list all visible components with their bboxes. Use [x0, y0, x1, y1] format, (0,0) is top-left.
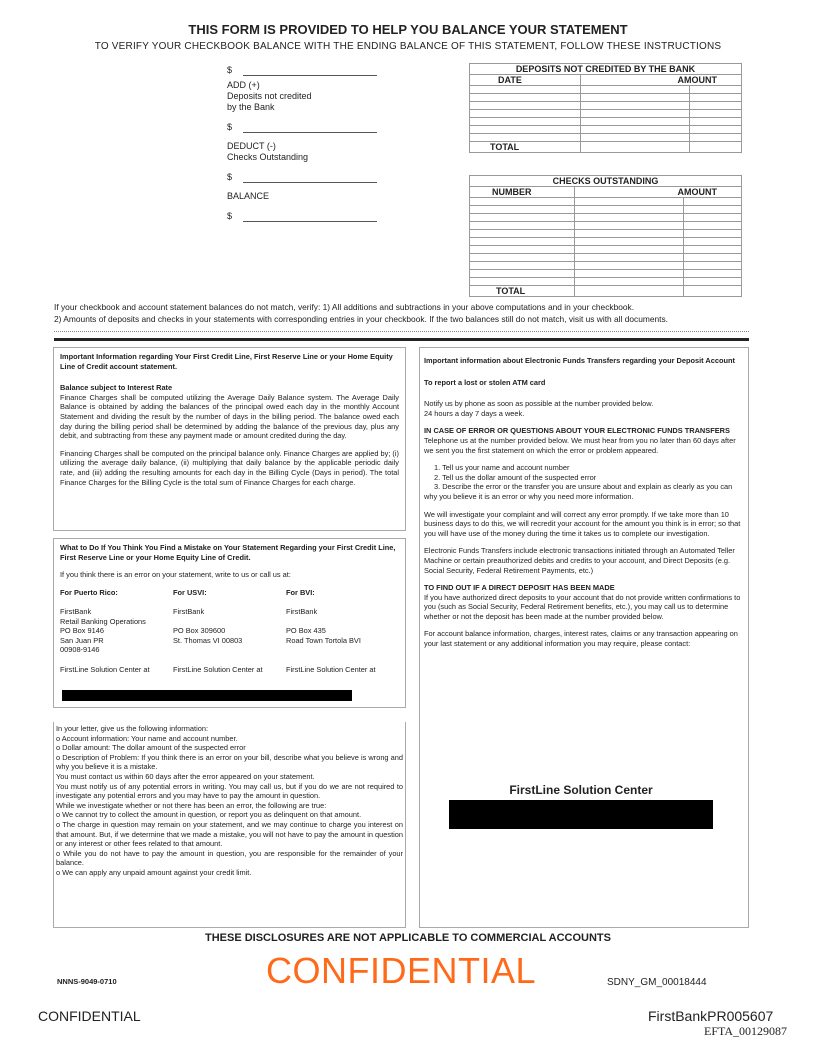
- bvi-heading: For BVI:: [286, 587, 315, 597]
- step-2: 2. Tell us the dollar amount of the suspected error: [434, 472, 597, 482]
- letter-line: o Dollar amount: The dollar amount of the suspected error: [56, 743, 246, 753]
- letter-line: o While you do not have to pay the amount in question, you are responsible for the remainder of your balance.: [56, 848, 403, 868]
- confidential-stamp: CONFIDENTIAL: [266, 950, 537, 991]
- deposit-row[interactable]: [470, 118, 742, 126]
- pr-heading: For Puerto Rico:: [60, 587, 118, 597]
- letter-line: While we investigate whether or not there has been an error, the following are true:: [56, 800, 327, 810]
- bvi-line: FirstBank: [286, 606, 318, 616]
- pr-line: Retail Banking Operations: [60, 616, 146, 626]
- check-row[interactable]: [470, 262, 742, 270]
- verify-line-2: 2) Amounts of deposits and checks in your statements with corresponding entries in your checkbook. If the two balances still do not match, visit us with all documents.: [54, 314, 669, 324]
- step-1: 1. Tell us your name and account number: [434, 463, 570, 473]
- check-row[interactable]: [470, 246, 742, 254]
- form-code: NNNS-9049-0710: [57, 977, 117, 986]
- notify-text: Notify us by phone as soon as possible at the number provided below.: [424, 399, 654, 409]
- mistake-box-intro: If you think there is an error on your statement, write to us or call us at:: [60, 570, 291, 580]
- letter-line: In your letter, give us the following information:: [56, 724, 208, 733]
- credit-box-heading: Important Information regarding Your First Credit Line, First Reserve Line or your Home Equity Line of Credit account statement.: [60, 352, 393, 371]
- usvi-line: PO Box 309600: [173, 626, 226, 636]
- add-section: [227, 80, 377, 113]
- form-title: THIS FORM IS PROVIDED TO HELP YOU BALANCE YOUR STATEMENT: [188, 22, 628, 37]
- mistake-box-heading: What to Do If You Think You Find a Mistake on Your Statement Regarding your First Credit Line, First Reserve Line or your Home Equity Line of Credit.: [60, 543, 396, 562]
- disclosure-note: THESE DISCLOSURES ARE NOT APPLICABLE TO COMMERCIAL ACCOUNTS: [204, 932, 611, 944]
- usvi-line: FirstLine Solution Center at: [173, 664, 263, 674]
- starting-amount-line[interactable]: [227, 62, 377, 76]
- check-row[interactable]: [470, 270, 742, 278]
- dotted-divider: [54, 331, 749, 332]
- step-3: 3. Describe the error or the transfer you are unsure about and explain as clearly as you can why you believe it is an error or why you need more information.: [424, 482, 733, 501]
- address-puerto-rico: [60, 588, 173, 674]
- deposits-total-label: TOTAL: [470, 142, 581, 153]
- redaction-block: [449, 800, 713, 829]
- check-row[interactable]: [470, 278, 742, 286]
- form-subtitle: TO VERIFY YOUR CHECKBOOK BALANCE WITH THE ENDING BALANCE OF THIS STATEMENT, FOLLOW THESE INSTRUCTIONS: [94, 41, 722, 52]
- balance-amount-line[interactable]: [227, 208, 377, 222]
- deposits-table: [469, 63, 742, 153]
- credit-line-box: [53, 347, 406, 531]
- usvi-line: St. Thomas VI 00803: [173, 635, 243, 645]
- add-amount-line[interactable]: [227, 119, 377, 133]
- address-bvi: [286, 588, 399, 674]
- letter-line: o The charge in question may remain on your statement, and we may continue to charge you interest on that amount. But, if we determine that we made a mistake, you will not have to pay the amount in question or any interest or other fees related to that amount.: [56, 819, 403, 849]
- direct-deposit-paragraph: If you have authorized direct deposits to your account that do not provide written confirmations to you (such as Social Security, Federal Retirement benefits, etc.), you may call us to determine whether or not the deposit has been made at the number provided below.: [424, 592, 741, 621]
- balance-calculation: [227, 62, 377, 226]
- thick-divider: [54, 338, 749, 341]
- address-usvi: [173, 588, 286, 674]
- letter-line: o Description of Problem: If you think there is an error on your bill, describe what you believe is wrong and why you believe it is a mistake.: [56, 752, 403, 772]
- firstbank-bates-number: FirstBankPR005607: [648, 1008, 774, 1024]
- deduct-section: [227, 141, 377, 163]
- check-row[interactable]: [470, 214, 742, 222]
- direct-deposit-heading: TO FIND OUT IF A DIRECT DEPOSIT HAS BEEN MADE: [424, 583, 615, 593]
- deduct-amount-line[interactable]: [227, 169, 377, 183]
- check-row[interactable]: [470, 222, 742, 230]
- deposit-row[interactable]: [470, 86, 742, 94]
- deposit-row[interactable]: [470, 126, 742, 134]
- bvi-line: Road Town Tortola BVI: [286, 635, 361, 645]
- credit-box-paragraph-1: Finance Charges shall be computed utilizing the Average Daily Balance system. The Average Daily Balance is obtained by adding the balances of the principal owed each day in the monthly Account Statement and dividing the result by the number of days in the billing period. The balance owed each day during the billing period shall be determined by adding the balance of the previous day, plus any debit, and subtracting from these any payment made or amount credited during the day.: [60, 392, 399, 441]
- checks-number-header: NUMBER: [470, 187, 575, 198]
- eft-definition: Electronic Funds Transfers include electronic transactions initiated through an Automated Teller Machine or certain preauthorized debits and credits to your account, and Direct Deposits (e.g. Social Security, Federal Retirement Payments, etc.): [424, 546, 735, 575]
- usvi-line: FirstBank: [173, 606, 205, 616]
- bvi-line: PO Box 435: [286, 626, 326, 636]
- letter-line: o Account information: Your name and account number.: [56, 733, 238, 743]
- letter-line: o We can apply any unpaid amount against your credit limit.: [56, 867, 252, 877]
- dollar-sign: $: [227, 211, 233, 221]
- error-heading: IN CASE OF ERROR OR QUESTIONS ABOUT YOUR ELECTRONIC FUNDS TRANSFERS: [424, 426, 730, 436]
- efta-number: EFTA_00129087: [704, 1024, 788, 1038]
- letter-line: You must contact us within 60 days after the error appeared on your statement.: [56, 771, 315, 781]
- eft-heading: Important information about Electronic Funds Transfers regarding your Deposit Account: [424, 356, 735, 365]
- sdny-bates-number: SDNY_GM_00018444: [607, 977, 707, 988]
- checks-total-cell[interactable]: [684, 286, 742, 297]
- bvi-line: FirstLine Solution Center at: [286, 664, 376, 674]
- deduct-desc: Checks Outstanding: [227, 152, 309, 162]
- deposits-total-cell[interactable]: [690, 142, 742, 153]
- credit-box-subheading: Balance subject to Interest Rate: [60, 383, 173, 393]
- lost-card-heading: To report a lost or stolen ATM card: [424, 377, 546, 387]
- deduct-label: DEDUCT (-): [227, 141, 276, 151]
- balance-info-paragraph: For account balance information, charges, interest rates, claims or any transaction appearing on your last statement or any additional information you may require, please contact:: [424, 629, 738, 649]
- check-row[interactable]: [470, 230, 742, 238]
- verify-instructions: [54, 301, 754, 325]
- deposits-date-header: DATE: [470, 75, 581, 86]
- error-paragraph: Telephone us at the number provided below. We must hear from you no later than 60 days after we sent you the first statement on which the error or problem appeared.: [424, 435, 736, 455]
- hours-text: 24 hours a day 7 days a week.: [424, 408, 525, 418]
- mistake-box: [53, 538, 406, 708]
- balance-label: BALANCE: [227, 191, 270, 201]
- usvi-heading: For USVI:: [173, 587, 207, 597]
- dollar-sign: $: [227, 65, 233, 75]
- letter-instructions: [53, 722, 406, 928]
- firstline-solution-center-label: FirstLine Solution Center: [509, 783, 653, 797]
- check-row[interactable]: [470, 198, 742, 206]
- add-label: ADD (+): [227, 80, 260, 90]
- eft-box: [419, 347, 749, 928]
- deposit-row[interactable]: [470, 102, 742, 110]
- address-columns: [60, 588, 399, 674]
- investigate-paragraph: We will investigate your complaint and will correct any error promptly. If we take more than 10 business days to do this, we will recredit your account for the amount you think is in error; so that you will have use of the money during the time it takes us to complete our investigation.: [424, 509, 741, 538]
- redaction-bar: [62, 690, 352, 701]
- pr-line: FirstLine Solution Center at: [60, 664, 150, 674]
- dollar-sign: $: [227, 122, 233, 132]
- deposits-amount-header: AMOUNT: [581, 75, 742, 86]
- checks-table-title: CHECKS OUTSTANDING: [470, 176, 742, 187]
- deposit-row[interactable]: [470, 110, 742, 118]
- verify-line-1: If your checkbook and account statement balances do not match, verify: 1) All additions and subtractions in your above computations and in your checkbook.: [54, 302, 635, 312]
- deposit-row[interactable]: [470, 134, 742, 142]
- checks-table: [469, 175, 742, 297]
- add-desc-1: Deposits not credited: [227, 91, 312, 101]
- check-row[interactable]: [470, 238, 742, 246]
- pr-line: FirstBank: [60, 606, 92, 616]
- confidential-label: CONFIDENTIAL: [38, 1008, 141, 1024]
- pr-line: PO Box 9146: [60, 626, 104, 636]
- pr-line: 00908-9146: [60, 645, 100, 655]
- checks-amount-header: AMOUNT: [575, 187, 742, 198]
- credit-box-paragraph-2: Financing Charges shall be computed on the principal balance only. Finance Charges are applied by; (i) utilizing the average daily balance, (ii) multiplying that daily balance by the applicable periodic daily rate, and (iii) adding the resulting amounts for each day in the Billing Cycle (Days in period). The total Finance Charges for the Billing Cycle is the total sum of Finance Charges for each charge.: [60, 448, 399, 487]
- check-row[interactable]: [470, 206, 742, 214]
- pr-line: San Juan PR: [60, 635, 104, 645]
- checks-total-label: TOTAL: [470, 286, 575, 297]
- deposit-row[interactable]: [470, 94, 742, 102]
- check-row[interactable]: [470, 254, 742, 262]
- add-desc-2: by the Bank: [227, 102, 275, 112]
- deposits-table-title: DEPOSITS NOT CREDITED BY THE BANK: [470, 64, 742, 75]
- letter-line: You must notify us of any potential errors in writing. You may call us, but if you do we are not required to investigate any potential errors and you may have to pay the amount in question.: [56, 781, 403, 801]
- dollar-sign: $: [227, 172, 233, 182]
- letter-line: o We cannot try to collect the amount in question, or report you as delinquent on that amount.: [56, 810, 362, 820]
